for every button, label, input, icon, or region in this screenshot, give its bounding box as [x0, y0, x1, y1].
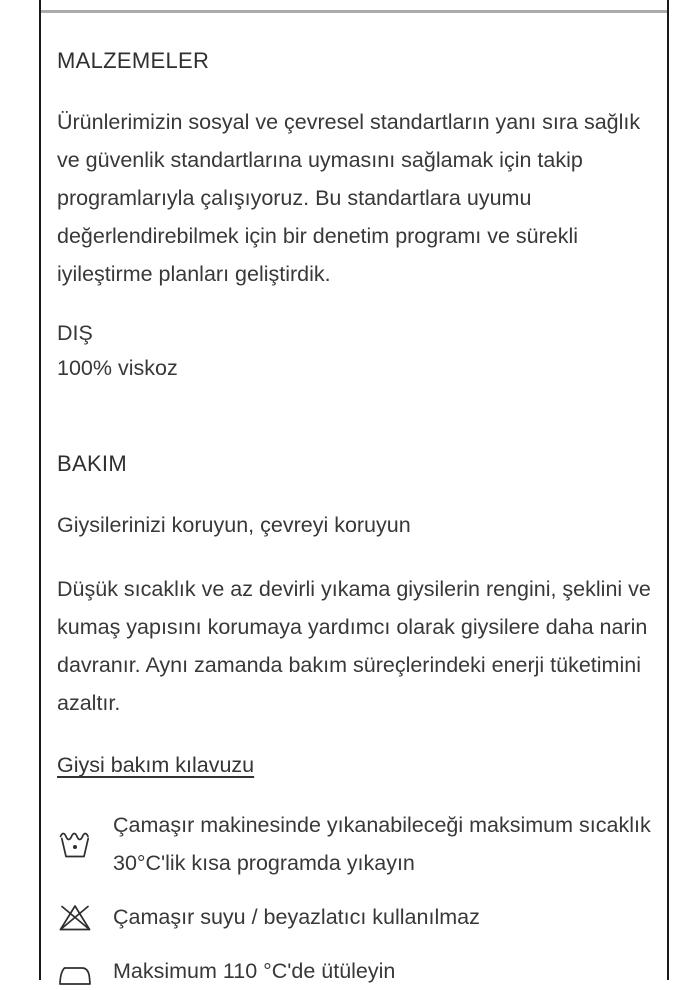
- panel-content: [57, 0, 657, 983]
- care-description: Düşük sıcaklık ve az devirli yıkama giysilerin rengini, şeklini ve kumaş yapısını korumaya yardımcı olarak giysilere daha narin davranır. Aynı zamanda bakım süreçlerindeki enerji tüketimini azaltır.: [57, 577, 651, 715]
- care-instruction-text: Çamaşır suyu / beyazlatıcı kullanılmaz: [113, 905, 480, 929]
- composition-part-label: DIŞ: [57, 321, 93, 345]
- care-section-title: BAKIM: [57, 451, 127, 476]
- composition-part-value: 100% viskoz: [57, 356, 178, 380]
- care-instructions-list: [57, 806, 657, 990]
- care-instruction-row: [57, 952, 657, 990]
- product-info-panel: [39, 0, 669, 983]
- care-guide-link[interactable]: Giysi bakım kılavuzu: [57, 753, 255, 777]
- care-instruction-row: [57, 806, 657, 882]
- composition-block: [57, 316, 657, 386]
- do-not-bleach-icon: [57, 899, 93, 935]
- materials-section-title: MALZEMELER: [57, 48, 210, 73]
- care-subtitle: Giysilerinizi koruyun, çevreyi koruyun: [57, 513, 411, 537]
- care-instruction-text: Maksimum 110 °C'de ütüleyin: [113, 959, 396, 983]
- care-instruction-row: [57, 898, 657, 936]
- care-instruction-text: Çamaşır makinesinde yıkanabileceği maksimum sıcaklık 30°C'lik kısa programda yıkayın: [113, 813, 651, 875]
- materials-intro-text: Ürünlerimizin sosyal ve çevresel standartların yanı sıra sağlık ve güvenlik standartlarına uymasını sağlamak için takip programlarıyla çalışıyoruz. Bu standartlara uyumu değerlendirebilmek için bir denetim programı ve sürekli iyileştirme planları geliştirdik.: [57, 110, 641, 286]
- iron-110-icon: [57, 953, 93, 989]
- wash-30-icon: [57, 826, 93, 862]
